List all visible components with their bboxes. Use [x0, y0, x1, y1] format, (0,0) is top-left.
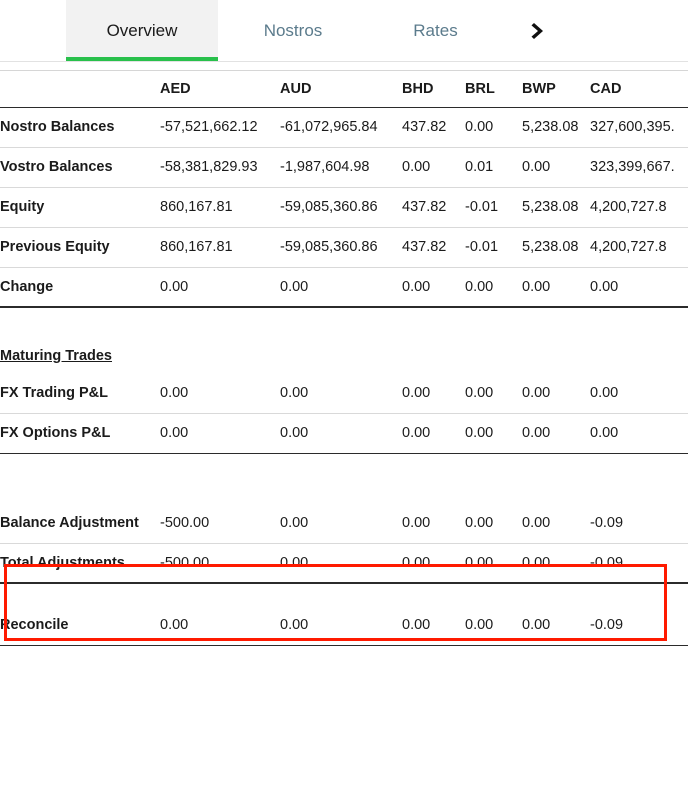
row-label: Total Adjustments	[0, 543, 160, 583]
cell-cad: -0.09	[590, 503, 688, 543]
cell-cad: 0.00	[590, 413, 688, 453]
cell-bwp: 0.00	[522, 373, 590, 413]
cell-bwp: 5,238.08	[522, 107, 590, 147]
cell-cad: 0.00	[590, 267, 688, 307]
row-label: Previous Equity	[0, 227, 160, 267]
balances-table	[0, 71, 688, 646]
cell-aed: -57,521,662.12	[160, 107, 280, 147]
cell-brl: 0.00	[465, 543, 522, 583]
table-row-balance-adjustment[interactable]	[0, 503, 688, 543]
cell-aud: -59,085,360.86	[280, 187, 402, 227]
row-spacer	[0, 453, 688, 503]
cell-brl: 0.00	[465, 503, 522, 543]
cell-bhd: 0.00	[402, 373, 465, 413]
table-row[interactable]	[0, 187, 688, 227]
tab-nostros[interactable]	[218, 0, 368, 61]
table-row[interactable]	[0, 413, 688, 453]
table-body	[0, 107, 688, 645]
cell-bhd: 0.00	[402, 147, 465, 187]
table-header	[0, 71, 688, 107]
row-label: Reconcile	[0, 605, 160, 645]
cell-aud: -1,987,604.98	[280, 147, 402, 187]
cell-cad: 0.00	[590, 373, 688, 413]
row-spacer	[0, 307, 688, 339]
cell-aud: 0.00	[280, 605, 402, 645]
cell-bhd: 437.82	[402, 107, 465, 147]
row-spacer	[0, 583, 688, 605]
table-row[interactable]	[0, 107, 688, 147]
cell-aud: 0.00	[280, 503, 402, 543]
cell-cad: 327,600,395.	[590, 107, 688, 147]
row-label: Nostro Balances	[0, 107, 160, 147]
header-divider	[0, 62, 688, 71]
cell-brl: -0.01	[465, 227, 522, 267]
chevron-right-icon[interactable]	[503, 0, 573, 61]
cell-aud: 0.00	[280, 373, 402, 413]
cell-bwp: 0.00	[522, 543, 590, 583]
column-header-blank	[0, 71, 160, 107]
cell-bwp: 0.00	[522, 413, 590, 453]
row-label: FX Trading P&L	[0, 373, 160, 413]
tab-rates[interactable]	[368, 0, 503, 61]
row-label: Vostro Balances	[0, 147, 160, 187]
table-row[interactable]	[0, 147, 688, 187]
table-row[interactable]	[0, 373, 688, 413]
cell-bhd: 437.82	[402, 187, 465, 227]
cell-aud: -61,072,965.84	[280, 107, 402, 147]
cell-aud: 0.00	[280, 267, 402, 307]
cell-aed: -500.00	[160, 503, 280, 543]
column-header-bwp: BWP	[522, 71, 590, 107]
cell-bhd: 0.00	[402, 543, 465, 583]
cell-bwp: 0.00	[522, 605, 590, 645]
cell-brl: 0.00	[465, 605, 522, 645]
row-label: Balance Adjustment	[0, 503, 160, 543]
cell-aed: 0.00	[160, 413, 280, 453]
row-label: Change	[0, 267, 160, 307]
cell-bhd: 0.00	[402, 267, 465, 307]
table-row-reconcile[interactable]	[0, 605, 688, 645]
column-header-bhd: BHD	[402, 71, 465, 107]
cell-aed: 0.00	[160, 267, 280, 307]
cell-aud: -59,085,360.86	[280, 227, 402, 267]
cell-brl: 0.00	[465, 267, 522, 307]
table-row[interactable]	[0, 227, 688, 267]
table-row-total-adjustments[interactable]	[0, 543, 688, 583]
cell-cad: 4,200,727.8	[590, 227, 688, 267]
cell-brl: 0.00	[465, 413, 522, 453]
section-title-text: Maturing Trades	[0, 348, 112, 364]
column-header-brl: BRL	[465, 71, 522, 107]
cell-bhd: 437.82	[402, 227, 465, 267]
section-title-maturing-trades	[0, 339, 688, 373]
cell-brl: 0.00	[465, 107, 522, 147]
cell-bwp: 5,238.08	[522, 187, 590, 227]
column-header-aud: AUD	[280, 71, 402, 107]
cell-aed: 0.00	[160, 373, 280, 413]
cell-bwp: 0.00	[522, 503, 590, 543]
cell-cad: 4,200,727.8	[590, 187, 688, 227]
cell-aed: -500.00	[160, 543, 280, 583]
section-header-row	[0, 339, 688, 373]
cell-brl: -0.01	[465, 187, 522, 227]
tab-rates-label: Rates	[413, 20, 458, 40]
tab-overview-label: Overview	[106, 20, 178, 40]
tab-overview[interactable]	[66, 0, 218, 61]
row-label: FX Options P&L	[0, 413, 160, 453]
cell-bwp: 0.00	[522, 267, 590, 307]
cell-aud: 0.00	[280, 413, 402, 453]
cell-aed: 860,167.81	[160, 227, 280, 267]
cell-aed: -58,381,829.93	[160, 147, 280, 187]
table-row[interactable]	[0, 267, 688, 307]
cell-brl: 0.01	[465, 147, 522, 187]
cell-aed: 0.00	[160, 605, 280, 645]
cell-bwp: 5,238.08	[522, 227, 590, 267]
cell-bhd: 0.00	[402, 605, 465, 645]
cell-cad: -0.09	[590, 605, 688, 645]
cell-bhd: 0.00	[402, 413, 465, 453]
column-header-aed: AED	[160, 71, 280, 107]
cell-cad: -0.09	[590, 543, 688, 583]
cell-bhd: 0.00	[402, 503, 465, 543]
row-label: Equity	[0, 187, 160, 227]
cell-cad: 323,399,667.	[590, 147, 688, 187]
column-header-cad: CAD	[590, 71, 688, 107]
tab-nostros-label: Nostros	[263, 20, 323, 40]
balances-table-container[interactable]	[0, 71, 688, 802]
tab-bar	[0, 0, 688, 62]
cell-bwp: 0.00	[522, 147, 590, 187]
cell-aed: 860,167.81	[160, 187, 280, 227]
cell-brl: 0.00	[465, 373, 522, 413]
cell-aud: 0.00	[280, 543, 402, 583]
